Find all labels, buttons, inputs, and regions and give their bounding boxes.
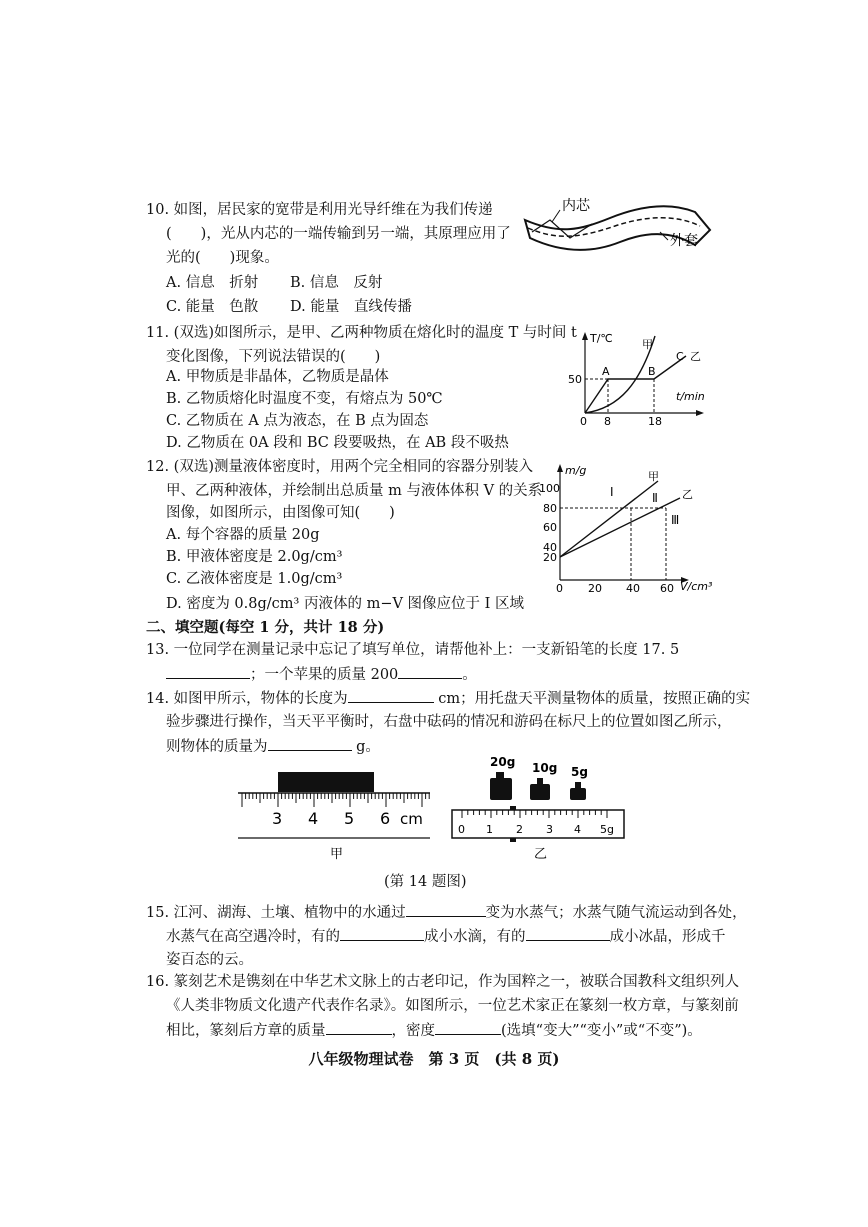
- melt-label-jia: 甲: [642, 338, 653, 351]
- balance-figure: [450, 754, 630, 866]
- density-xtick-60: 60: [660, 582, 674, 595]
- figure-caption-yi: 乙: [534, 847, 548, 862]
- q12-option-d: D. 密度为 0.8g/cm³ 丙液体的 m−V 图像应位于 Ⅰ 区域: [166, 596, 524, 612]
- scale-label-5g: 5g: [600, 823, 614, 836]
- weight-label-20g: 20g: [490, 755, 516, 769]
- density-ylabel: m/g: [565, 464, 587, 477]
- rider-top-icon: [510, 806, 516, 810]
- q15-blank-3[interactable]: [526, 926, 610, 941]
- density-ytick-60: 60: [543, 521, 557, 534]
- melt-ylabel: T/℃: [590, 332, 613, 345]
- section-title-fill-blank: 二、填空题(每空 1 分，共计 18 分): [146, 619, 385, 636]
- density-xtick-40: 40: [626, 582, 640, 595]
- weight-5g-icon: [570, 788, 586, 800]
- density-xlabel: V/cm³: [680, 580, 713, 593]
- melt-point-c: C: [676, 350, 684, 363]
- melt-point-b: B: [648, 365, 656, 378]
- q15-line2: 水蒸气在高空遇冷时，有的 成小水滴，有的 成小冰晶，形成千: [166, 926, 726, 947]
- melt-y50: 50: [568, 373, 582, 386]
- weight-20g-icon: [490, 778, 512, 800]
- melt-x18: 18: [648, 415, 662, 428]
- q10-option-b: B. 信息 反射: [290, 275, 383, 291]
- q15-blank-1[interactable]: [406, 902, 486, 917]
- q12-line1: 12. (双选)测量液体密度时，用两个完全相同的容器分别装入: [146, 459, 533, 475]
- ruler-figure: [234, 768, 434, 864]
- q10-option-d: D. 能量 直线传播: [290, 299, 412, 315]
- rider-bottom-icon: [510, 838, 516, 842]
- melt-x8: 8: [604, 415, 611, 428]
- q11-line1: 11. (双选)如图所示，是甲、乙两种物质在熔化时的温度 T 与时间 t: [146, 325, 577, 341]
- q12-option-c: C. 乙液体密度是 1.0g/cm³: [166, 571, 343, 587]
- density-graph: [530, 458, 720, 598]
- ruler-label-3: 3: [272, 809, 283, 828]
- fiber-inner-label: 内芯: [562, 198, 590, 214]
- q16-line2: 《人类非物质文化遗产代表作名录》。如图所示，一位艺术家正在篆刻一枚方章，与篆刻前: [166, 998, 739, 1014]
- q12-option-a: A. 每个容器的质量 20g: [166, 527, 320, 543]
- scale-label-2: 2: [516, 823, 523, 836]
- weight-10g-icon: [530, 784, 550, 800]
- q15-line3: 姿百态的云。: [166, 952, 253, 968]
- scale-label-0: 0: [458, 823, 465, 836]
- q15-line1: 15. 江河、湖海、土壤、植物中的水通过 变为水蒸气；水蒸气随气流运动到各处，: [146, 902, 747, 923]
- q13-blank-1[interactable]: [166, 664, 250, 679]
- q14-line3: 则物体的质量为 g。: [166, 736, 380, 757]
- ruler-label-5: 5: [344, 809, 355, 828]
- q14-figure-caption: (第 14 题图): [384, 874, 467, 890]
- measured-object: [278, 772, 374, 792]
- q16-blank-1[interactable]: [326, 1020, 392, 1035]
- q11-option-a: A. 甲物质是非晶体，乙物质是晶体: [166, 369, 389, 385]
- q16-line1: 16. 篆刻艺术是镌刻在中华艺术文脉上的古老印记，作为国粹之一，被联合国教科文组织列人: [146, 974, 740, 990]
- weight-label-5g: 5g: [571, 765, 588, 779]
- q11-option-b: B. 乙物质熔化时温度不变，有熔点为 50℃: [166, 391, 443, 407]
- q16-line3: 相比，篆刻后方章的质量 ，密度 (选填“变大”“变小”或“不变”)。: [166, 1020, 702, 1041]
- q12-line3: 图像，如图所示，由图像可知( ): [166, 505, 395, 521]
- melting-graph: [560, 328, 720, 428]
- ruler-unit: cm: [400, 810, 423, 828]
- density-region-1: Ⅰ: [610, 485, 614, 499]
- density-xtick-0: 0: [556, 582, 563, 595]
- q12-option-b: B. 甲液体密度是 2.0g/cm³: [166, 549, 343, 565]
- q14-blank-1[interactable]: [348, 688, 434, 703]
- scale-label-3: 3: [546, 823, 553, 836]
- q10-line3: 光的( )现象。: [166, 250, 279, 266]
- density-ytick-80: 80: [543, 502, 557, 515]
- q14-line1: 14. 如图甲所示，物体的长度为 cm；用托盘天平测量物体的质量，按照正确的实: [146, 688, 750, 709]
- q11-line2: 变化图像，下列说法错误的( ): [166, 349, 381, 365]
- q13-blank-2[interactable]: [398, 664, 462, 679]
- density-ytick-20: 20: [543, 551, 557, 564]
- fiber-outer-label: 外套: [670, 233, 698, 249]
- q13-line1: 13. 一位同学在测量记录中忘记了填写单位，请帮他补上：一支新铅笔的长度 17. 5: [146, 642, 680, 658]
- melt-xlabel: t/min: [676, 390, 705, 403]
- q14-line2: 验步骤进行操作，当天平平衡时，右盘中砝码的情况和游码在标尺上的位置如图乙所示，: [166, 714, 732, 730]
- density-region-2: Ⅱ: [652, 491, 658, 505]
- density-label-yi: 乙: [682, 488, 693, 501]
- page-footer: 八年级物理试卷 第 3 页 (共 8 页): [308, 1050, 560, 1068]
- q16-blank-2[interactable]: [435, 1020, 501, 1035]
- density-label-jia: 甲: [648, 470, 659, 483]
- melt-label-yi: 乙: [690, 350, 701, 363]
- q13-line2: ；一个苹果的质量 200 。: [166, 664, 477, 685]
- q11-option-c: C. 乙物质在 A 点为液态，在 B 点为固态: [166, 413, 429, 429]
- density-region-3: Ⅲ: [671, 513, 680, 527]
- scale-label-1: 1: [486, 823, 493, 836]
- optical-fiber-figure: [520, 190, 720, 260]
- q10-line1: 10. 如图，居民家的宽带是利用光导纤维在为我们传递: [146, 202, 493, 218]
- density-xtick-20: 20: [588, 582, 602, 595]
- weight-label-10g: 10g: [532, 761, 558, 775]
- q10-option-c: C. 能量 色散: [166, 299, 259, 315]
- q14-blank-2[interactable]: [268, 736, 352, 751]
- scale-label-4: 4: [574, 823, 581, 836]
- q12-line2: 甲、乙两种液体，并绘制出总质量 m 与液体体积 V 的关系: [166, 483, 543, 499]
- q15-blank-2[interactable]: [340, 926, 424, 941]
- q11-option-d: D. 乙物质在 0A 段和 BC 段要吸热，在 AB 段不吸热: [166, 435, 509, 451]
- ruler-label-4: 4: [308, 809, 319, 828]
- density-ytick-40: 40: [543, 541, 557, 554]
- melt-point-a: A: [602, 365, 610, 378]
- q10-option-a: A. 信息 折射: [166, 275, 259, 291]
- density-ytick-100: 100: [539, 482, 560, 495]
- ruler-label-6: 6: [380, 809, 391, 828]
- melt-x0: 0: [580, 415, 587, 428]
- figure-caption-jia: 甲: [330, 847, 344, 862]
- q10-line2: ( )，光从内芯的一端传输到另一端，其原理应用了: [166, 226, 511, 242]
- rider-scale: [452, 810, 624, 838]
